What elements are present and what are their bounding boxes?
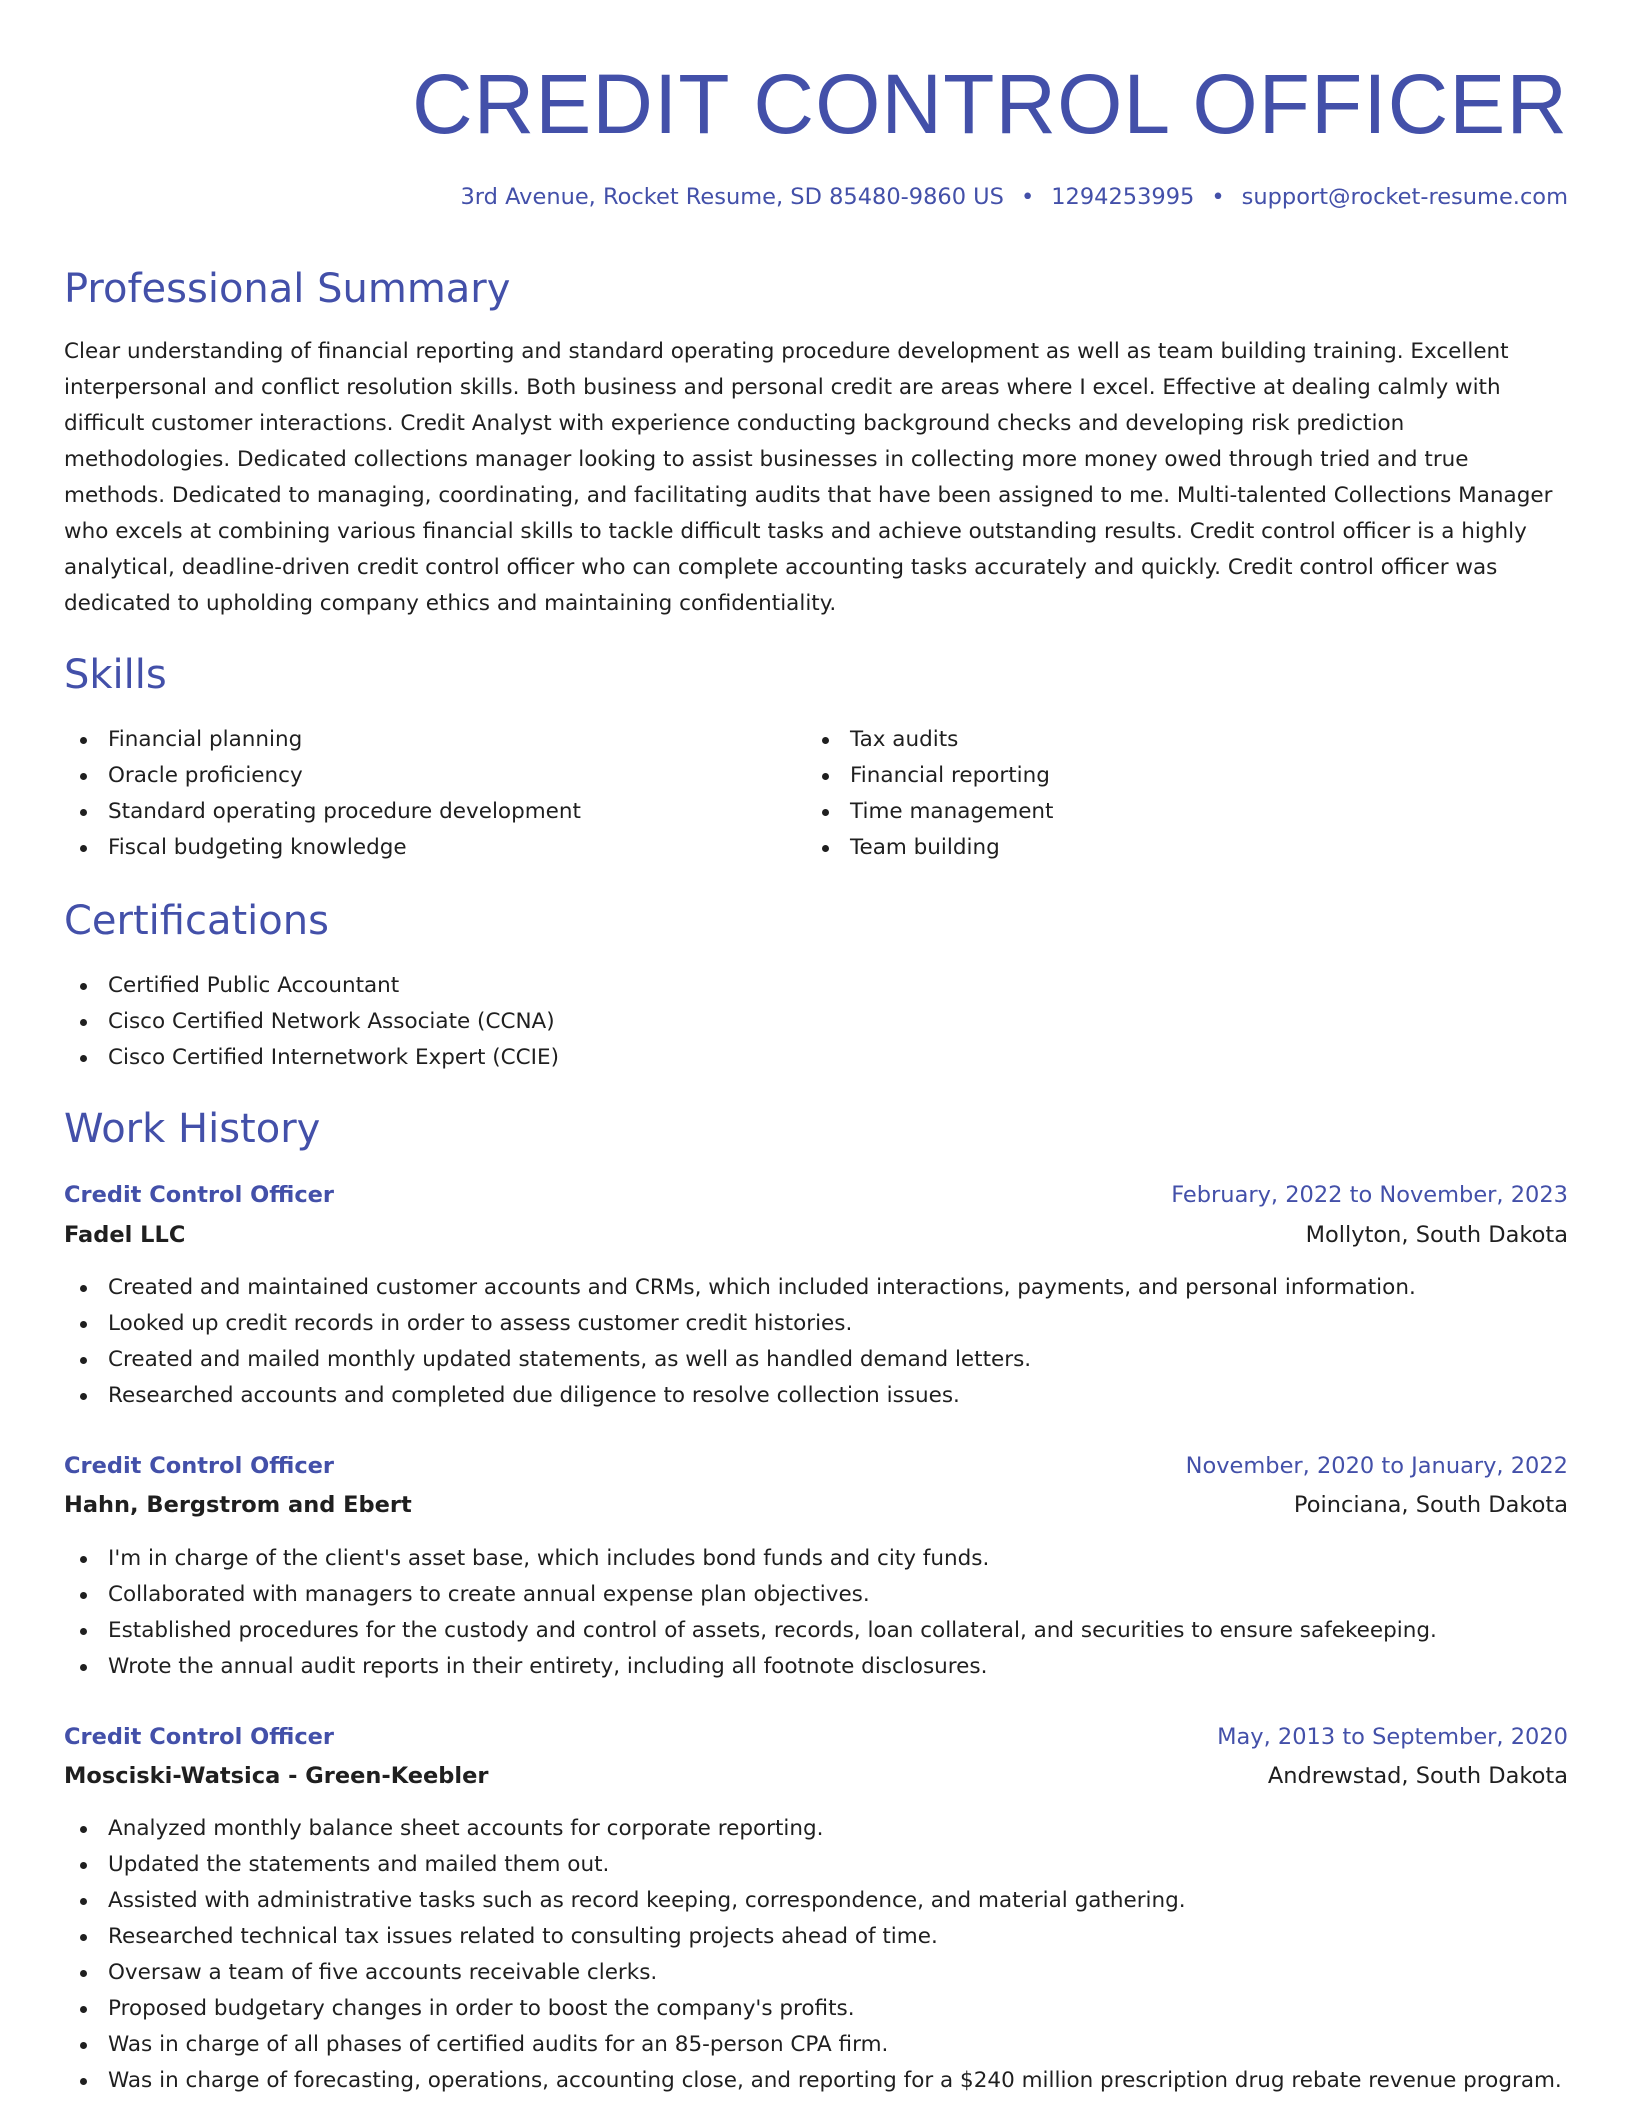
job-bullet: I'm in charge of the client's asset base, which includes bond funds and city funds.: [64, 1541, 1437, 1577]
job-bullet: Proposed budgetary changes in order to boost the company's profits.: [64, 1991, 1562, 2027]
summary-heading: Professional Summary: [64, 266, 511, 312]
job-dates: May, 2013 to September, 2020: [1217, 1724, 1568, 1750]
job-header: [64, 1448, 1568, 1484]
job-bullet: Looked up credit records in order to assess customer credit histories.: [64, 1306, 1416, 1342]
contact-separator: •: [1020, 184, 1035, 210]
job-bullet: Wrote the annual audit reports in their entirety, including all footnote disclosures.: [64, 1649, 1437, 1685]
job-subheader: [64, 1487, 1568, 1523]
job-bullet: Oversaw a team of five accounts receivable clerks.: [64, 1955, 1562, 1991]
job-bullet: Created and maintained customer accounts and CRMs, which included interactions, payments, and personal information.: [64, 1270, 1416, 1306]
contact-line: [460, 180, 1568, 214]
contact-phone: 1294253995: [1051, 184, 1195, 210]
job-subheader: [64, 1758, 1568, 1794]
job-title: Credit Control Officer: [64, 1453, 335, 1479]
skill-item: Time management: [806, 794, 1053, 830]
job-dates: November, 2020 to January, 2022: [1185, 1453, 1568, 1479]
contact-separator: •: [1211, 184, 1225, 210]
skills-heading: Skills: [64, 652, 167, 698]
work-history-heading: Work History: [64, 1106, 321, 1152]
skill-item: Standard operating procedure development: [64, 794, 581, 830]
job-header: [64, 1177, 1568, 1213]
job-bullets: [64, 1541, 1437, 1685]
skill-item: Tax audits: [806, 722, 1053, 758]
job-bullet: Assisted with administrative tasks such as record keeping, correspondence, and material gathering.: [64, 1883, 1562, 1919]
job-location: Mollyton, South Dakota: [1305, 1222, 1568, 1248]
skill-item: Team building: [806, 830, 1053, 866]
job-bullet: Established procedures for the custody and control of assets, records, loan collateral, and securities to ensure safekeeping.: [64, 1613, 1437, 1649]
job-bullet: Researched technical tax issues related to consulting projects ahead of time.: [64, 1919, 1562, 1955]
summary-text: Clear understanding of financial reporting and standard operating procedure development as well as team building training. Excellent interpersonal and conflict resolution skills. Both business and personal credit are areas where I excel. Effective at dealing calmly with difficult customer interactions. Credit Analyst with experience conducting background checks and developing risk prediction methodologies. Dedicated collections manager looking to assist businesses in collecting more money owed through tried and true methods. Dedicated to managing, coordinating, and facilitating audits that have been assigned to me. Multi-talented Collections Manager who excels at combining various financial skills to tackle difficult tasks and achieve outstanding results. Credit control officer is a highly analytical, deadline-driven credit control officer who can complete accounting tasks accurately and quickly. Credit control officer was dedicated to upholding company ethics and maintaining confidentiality.: [64, 339, 1553, 616]
skill-item: Financial reporting: [806, 758, 1053, 794]
skill-item: Financial planning: [64, 722, 581, 758]
job-subheader: [64, 1217, 1568, 1253]
skill-item: Fiscal budgeting knowledge: [64, 830, 581, 866]
job-title: Credit Control Officer: [64, 1724, 335, 1750]
job-bullet: Was in charge of forecasting, operations, accounting close, and reporting for a $240 million prescription drug rebate revenue program.: [64, 2063, 1562, 2099]
job-bullet: Updated the statements and mailed them out.: [64, 1847, 1562, 1883]
job-location: Andrewstad, South Dakota: [1267, 1763, 1568, 1789]
job-header: [64, 1719, 1568, 1755]
job-location: Poinciana, South Dakota: [1293, 1492, 1568, 1518]
job-company: Mosciski-Watsica - Green-Keebler: [64, 1763, 489, 1789]
certifications-heading: Certifications: [64, 898, 329, 944]
job-bullet: Collaborated with managers to create annual expense plan objectives.: [64, 1577, 1437, 1613]
job-company: Fadel LLC: [64, 1222, 186, 1248]
job-dates: February, 2022 to November, 2023: [1171, 1182, 1568, 1208]
skill-item: Oracle proficiency: [64, 758, 581, 794]
certifications-list: [64, 968, 559, 1076]
certification-item: Cisco Certified Internetwork Expert (CCIE): [64, 1040, 559, 1076]
job-company: Hahn, Bergstrom and Ebert: [64, 1492, 412, 1518]
job-bullet: Created and mailed monthly updated statements, as well as handled demand letters.: [64, 1342, 1416, 1378]
skills-list-left: [64, 722, 581, 866]
contact-email[interactable]: support@rocket-resume.com: [1241, 184, 1568, 210]
job-bullets: [64, 1270, 1416, 1414]
skills-list-right: [806, 722, 1053, 866]
job-title: Credit Control Officer: [64, 1182, 335, 1208]
page-title: CREDIT CONTROL OFFICER: [411, 57, 1568, 151]
job-bullet: Researched accounts and completed due diligence to resolve collection issues.: [64, 1378, 1416, 1414]
job-bullet: Was in charge of all phases of certified audits for an 85-person CPA firm.: [64, 2027, 1562, 2063]
job-bullets: [64, 1811, 1562, 2099]
contact-address: 3rd Avenue, Rocket Resume, SD 85480-9860 US: [460, 184, 1004, 210]
certification-item: Cisco Certified Network Associate (CCNA): [64, 1004, 559, 1040]
job-bullet: Analyzed monthly balance sheet accounts for corporate reporting.: [64, 1811, 1562, 1847]
certification-item: Certified Public Accountant: [64, 968, 559, 1004]
